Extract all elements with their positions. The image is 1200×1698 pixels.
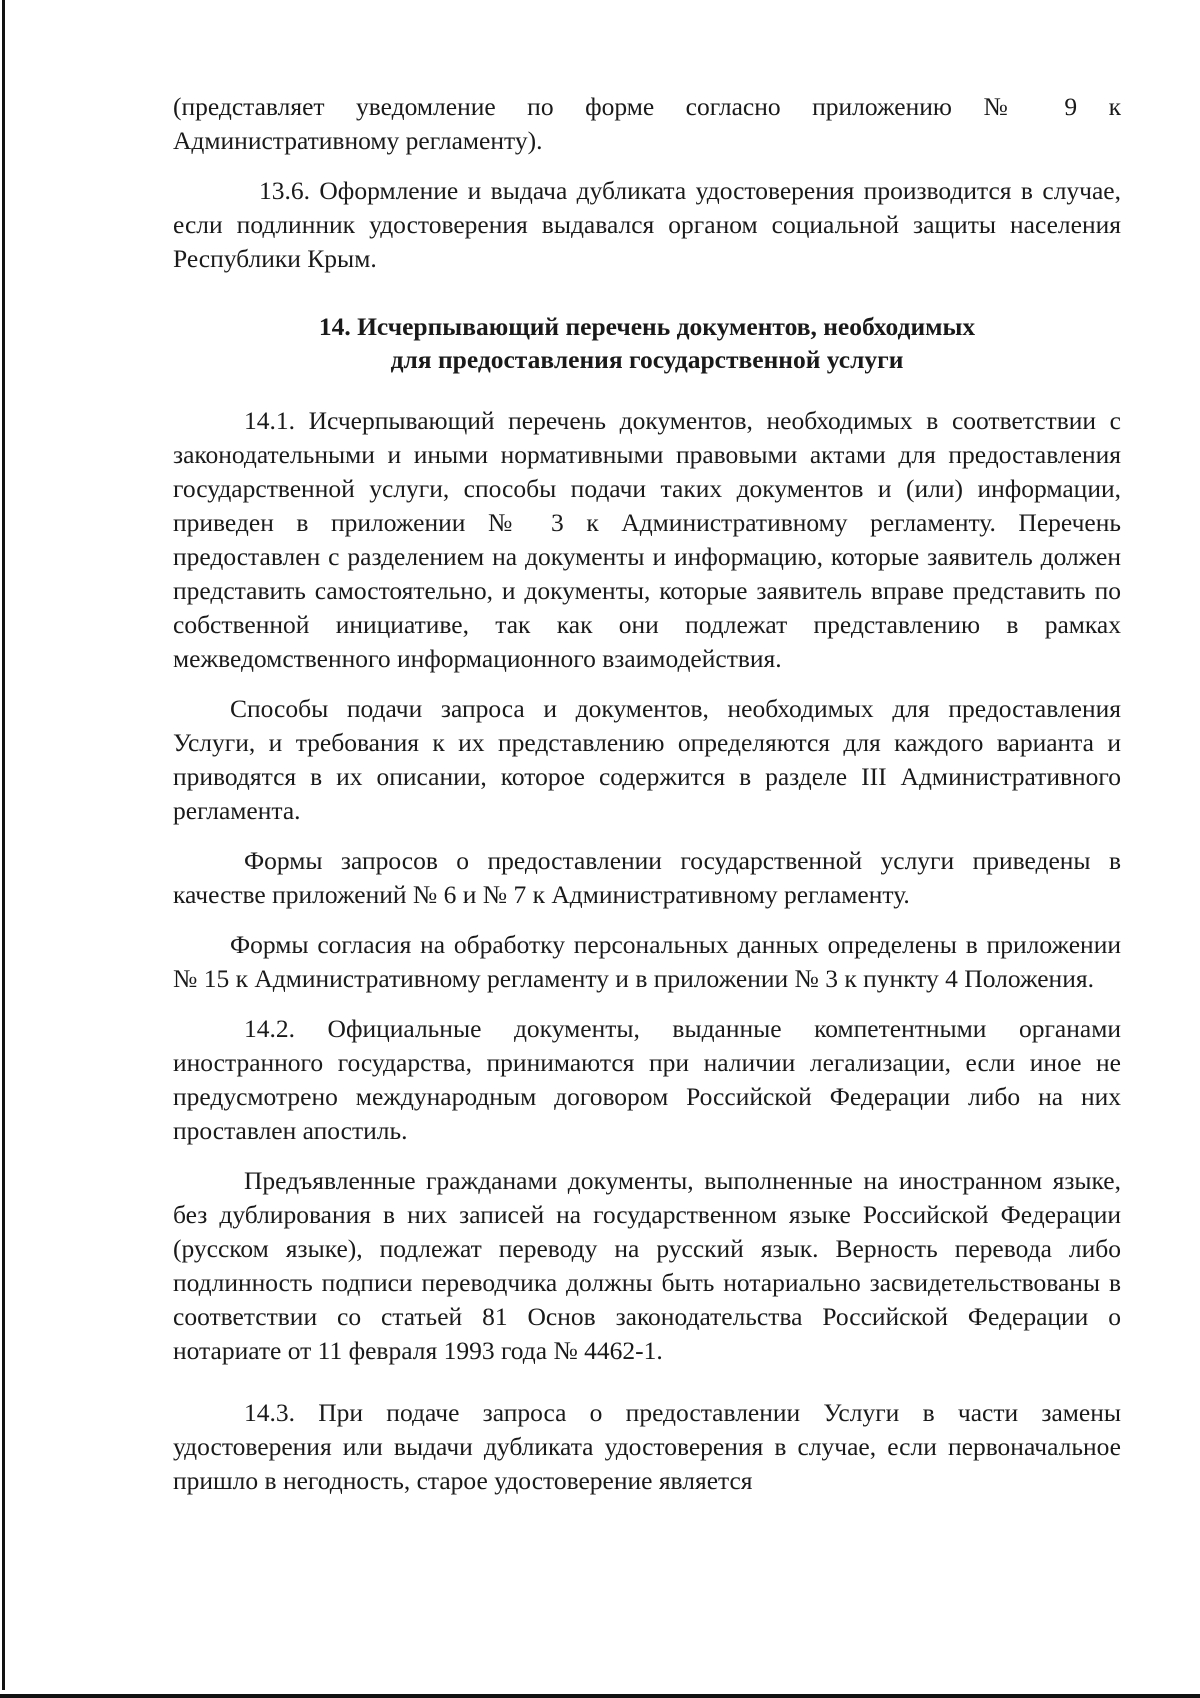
- paragraph-forms-consent: Формы согласия на обработку персональных данных определены в приложении № 15 к Административному регламенту и в приложении № 3 к пункту 4 Положения.: [173, 930, 1121, 993]
- paragraph-forms-requests: Формы запросов о предоставлении государственной услуги приведены в качестве приложений № 6 и № 7 к Административному регламенту.: [173, 846, 1121, 909]
- section-heading-14: [173, 310, 1121, 376]
- paragraph-intro: (представляет уведомление по форме согласно приложению № 9 к Административному регламенту).: [173, 92, 1121, 155]
- paragraph-14-3: 14.3. При подаче запроса о предоставлении Услуги в части замены удостоверения или выдачи дубликата удостоверения в случае, если первоначальное пришло в негодность, старое удостоверение является: [173, 1398, 1121, 1495]
- paragraph-foreign-docs: Предъявленные гражданами документы, выполненные на иностранном языке, без дублирования в них записей на государственном языке Российской Федерации (русском языке), подлежат переводу на русский язык. Верность перевода либо подлинность подписи переводчика должны быть нотариально засвидетельствованы в соответствии со статьей 81 Основ законодательства Российской Федерации о нотариате от 11 февраля 1993 года № 4462-1.: [173, 1166, 1121, 1365]
- scan-border-left: [2, 0, 5, 1690]
- heading-line-1: 14. Исчерпывающий перечень документов, необходимых: [318, 312, 976, 341]
- paragraph-14-2: 14.2. Официальные документы, выданные компетентными органами иностранного государства, принимаются при наличии легализации, если иное не предусмотрено международным договором Российской Федерации либо на них проставлен апостиль.: [173, 1014, 1121, 1145]
- paragraph-methods: Способы подачи запроса и документов, необходимых для предоставления Услуги, и требования к их представлению определяются для каждого варианта и приводятся в их описании, которое содержится в разделе III Административного регламента.: [173, 694, 1121, 825]
- paragraph-13-6: 13.6. Оформление и выдача дубликата удостоверения производится в случае, если подлинник удостоверения выдавался органом социальной защиты населения Республики Крым.: [173, 176, 1121, 273]
- heading-line-2: для предоставления государственной услуги: [390, 345, 904, 374]
- paragraph-14-1: 14.1. Исчерпывающий перечень документов, необходимых в соответствии с законодательными и иными нормативными правовыми актами для предоставления государственной услуги, способы подачи таких документов и (или) информации, приведен в приложении № 3 к Административному регламенту. Перечень предоставлен с разделением на документы и информацию, которые заявитель должен представить самостоятельно, и документы, которые заявитель вправе представить по собственной инициативе, так как они подлежат представлению в рамках межведомственного информационного взаимодействия.: [173, 406, 1121, 673]
- document-page: [173, 90, 1121, 1514]
- scan-border-bottom: [0, 1694, 1200, 1698]
